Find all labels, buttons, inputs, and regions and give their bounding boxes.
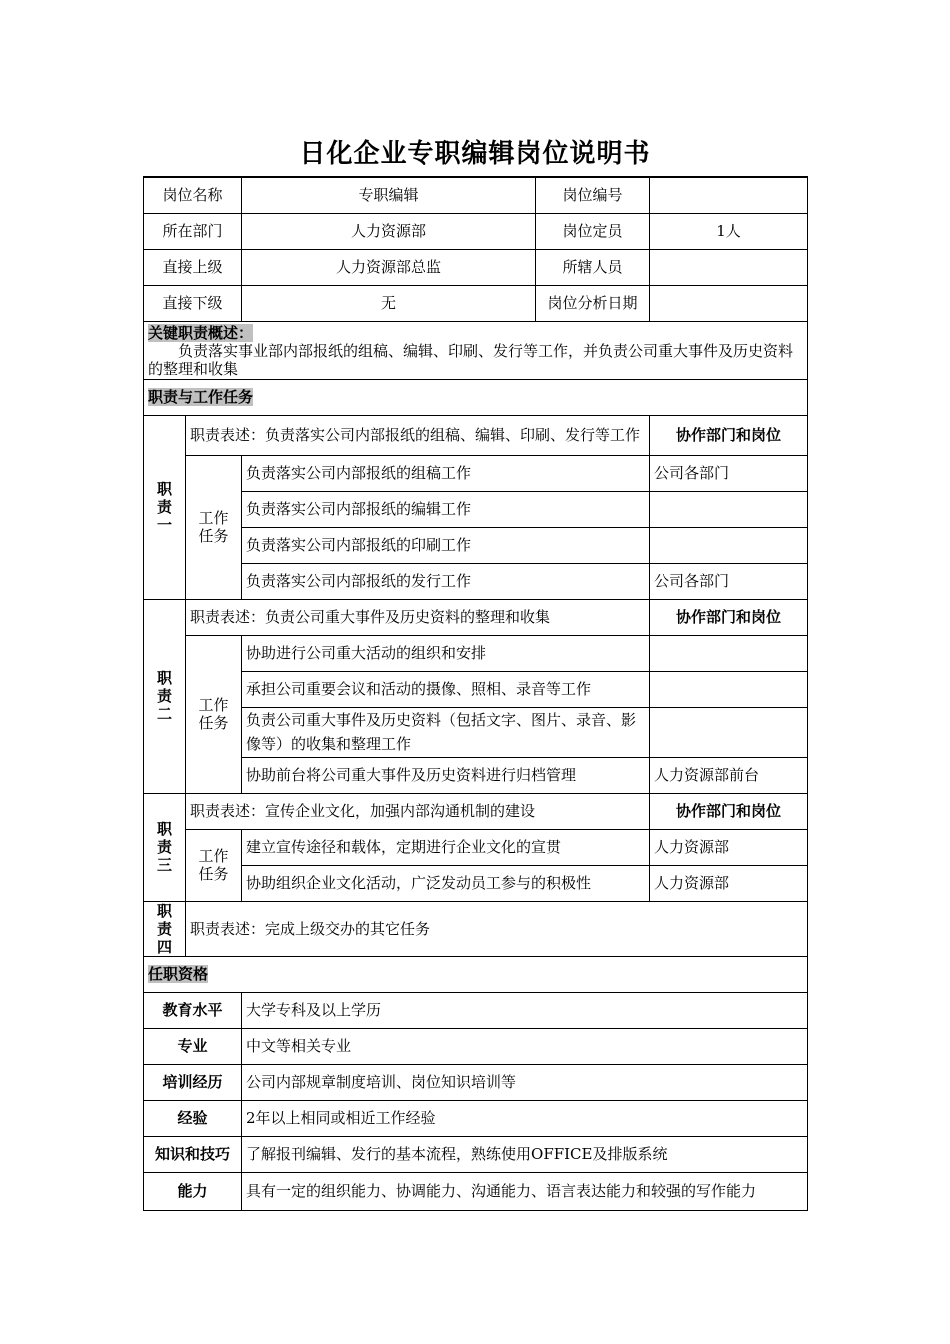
job-description-table [143, 176, 808, 1211]
duty-2-dept-4: 人力资源部前台 [650, 757, 808, 793]
basic-row-1 [144, 177, 808, 213]
duty-2-dept-3 [650, 707, 808, 757]
managed-label: 所辖人员 [536, 249, 650, 285]
duty-4-label: 职 责 四 [144, 901, 186, 956]
duty-4-desc: 职责表述：完成上级交办的其它任务 [186, 901, 808, 956]
duty-2-task-1: 协助进行公司重大活动的组织和安排 [242, 635, 650, 671]
dept-value: 人力资源部 [242, 213, 536, 249]
table-row [144, 992, 808, 1028]
managed-value [650, 249, 808, 285]
table-row [144, 491, 808, 527]
date-label: 岗位分析日期 [536, 285, 650, 321]
duty-1-dept-2 [650, 491, 808, 527]
duty-1-task-1: 负责落实公司内部报纸的组稿工作 [242, 455, 650, 491]
duty-2-task-3: 负责公司重大事件及历史资料（包括文字、图片、录音、影像等）的收集和整理工作 [242, 707, 650, 757]
qual-label-training: 培训经历 [144, 1064, 242, 1100]
duty-3-task-2: 协助组织企业文化活动，广泛发动员工参与的积极性 [242, 865, 650, 901]
qual-value-major: 中文等相关专业 [242, 1028, 808, 1064]
qual-label-ability: 能力 [144, 1172, 242, 1210]
duty-3-dept-2: 人力资源部 [650, 865, 808, 901]
duty-1-desc-row [144, 415, 808, 455]
table-row [144, 1100, 808, 1136]
dept-label: 所在部门 [144, 213, 242, 249]
page-title: 日化企业专职编辑岗位说明书 [299, 139, 651, 169]
duty-2-label: 职 责 二 [144, 599, 186, 793]
overview-text: 负责落实事业部内部报纸的组稿、编辑、印刷、发行等工作，并负责公司重大事件及历史资料的整理和收集 [148, 341, 794, 378]
duty-4-row [144, 901, 808, 956]
qual-label-major: 专业 [144, 1028, 242, 1064]
duty-2-desc-row [144, 599, 808, 635]
table-row [144, 829, 808, 865]
name-label: 岗位名称 [144, 177, 242, 213]
basic-row-4 [144, 285, 808, 321]
table-row [144, 1064, 808, 1100]
duties-heading-row [144, 379, 808, 415]
table-row [144, 865, 808, 901]
superior-value: 人力资源部总监 [242, 249, 536, 285]
table-row [144, 1028, 808, 1064]
overview-row [144, 321, 808, 379]
duty-2-desc: 职责表述：负责公司重大事件及历史资料的整理和收集 [186, 599, 650, 635]
qualifications-heading: 任职资格 [148, 965, 209, 983]
table-row [144, 1136, 808, 1172]
table-row [144, 455, 808, 491]
duty-1-dept-4: 公司各部门 [650, 563, 808, 599]
table-row [144, 707, 808, 757]
qual-value-experience: 2年以上相同或相近工作经验 [242, 1100, 808, 1136]
duty-1-collab-header: 协作部门和岗位 [650, 415, 808, 455]
duty-2-dept-1 [650, 635, 808, 671]
id-value [650, 177, 808, 213]
table-row [144, 635, 808, 671]
subordinate-label: 直接下级 [144, 285, 242, 321]
table-row [144, 527, 808, 563]
name-value: 专职编辑 [242, 177, 536, 213]
quota-value: 1人 [650, 213, 808, 249]
duty-3-label: 职 责 三 [144, 793, 186, 901]
table-row [144, 1172, 808, 1210]
duty-3-task-1: 建立宣传途径和载体，定期进行企业文化的宣贯 [242, 829, 650, 865]
overview-heading: 关键职责概述： [148, 323, 254, 342]
duty-3-dept-1: 人力资源部 [650, 829, 808, 865]
subordinate-value: 无 [242, 285, 536, 321]
duty-1-task-label: 工作 任务 [186, 455, 242, 599]
id-label: 岗位编号 [536, 177, 650, 213]
duty-3-task-label: 工作 任务 [186, 829, 242, 901]
duty-1-task-2: 负责落实公司内部报纸的编辑工作 [242, 491, 650, 527]
duty-1-desc: 职责表述：负责落实公司内部报纸的组稿、编辑、印刷、发行等工作 [186, 415, 650, 455]
basic-row-3 [144, 249, 808, 285]
date-value [650, 285, 808, 321]
qual-value-ability: 具有一定的组织能力、协调能力、沟通能力、语言表达能力和较强的写作能力 [242, 1172, 808, 1210]
basic-row-2 [144, 213, 808, 249]
qual-value-training: 公司内部规章制度培训、岗位知识培训等 [242, 1064, 808, 1100]
qual-value-knowledge: 了解报刊编辑、发行的基本流程，熟练使用OFFICE及排版系统 [242, 1136, 808, 1172]
duty-3-desc-row [144, 793, 808, 829]
duties-heading: 职责与工作任务 [148, 388, 254, 406]
duty-1-label: 职 责 一 [144, 415, 186, 599]
duty-2-task-label: 工作 任务 [186, 635, 242, 793]
duty-2-task-2: 承担公司重要会议和活动的摄像、照相、录音等工作 [242, 671, 650, 707]
qual-label-knowledge: 知识和技巧 [144, 1136, 242, 1172]
duty-1-dept-3 [650, 527, 808, 563]
quota-label: 岗位定员 [536, 213, 650, 249]
duty-1-task-4: 负责落实公司内部报纸的发行工作 [242, 563, 650, 599]
qualifications-heading-row [144, 956, 808, 992]
duty-3-desc: 职责表述：宣传企业文化，加强内部沟通机制的建设 [186, 793, 650, 829]
overview-cell [144, 321, 808, 379]
table-row [144, 563, 808, 599]
duty-1-task-3: 负责落实公司内部报纸的印刷工作 [242, 527, 650, 563]
qual-label-education: 教育水平 [144, 992, 242, 1028]
duty-2-collab-header: 协作部门和岗位 [650, 599, 808, 635]
duty-3-collab-header: 协作部门和岗位 [650, 793, 808, 829]
qual-value-education: 大学专科及以上学历 [242, 992, 808, 1028]
table-row [144, 671, 808, 707]
duty-2-task-4: 协助前台将公司重大事件及历史资料进行归档管理 [242, 757, 650, 793]
superior-label: 直接上级 [144, 249, 242, 285]
duty-2-dept-2 [650, 671, 808, 707]
qual-label-experience: 经验 [144, 1100, 242, 1136]
duty-1-dept-1: 公司各部门 [650, 455, 808, 491]
table-row [144, 757, 808, 793]
